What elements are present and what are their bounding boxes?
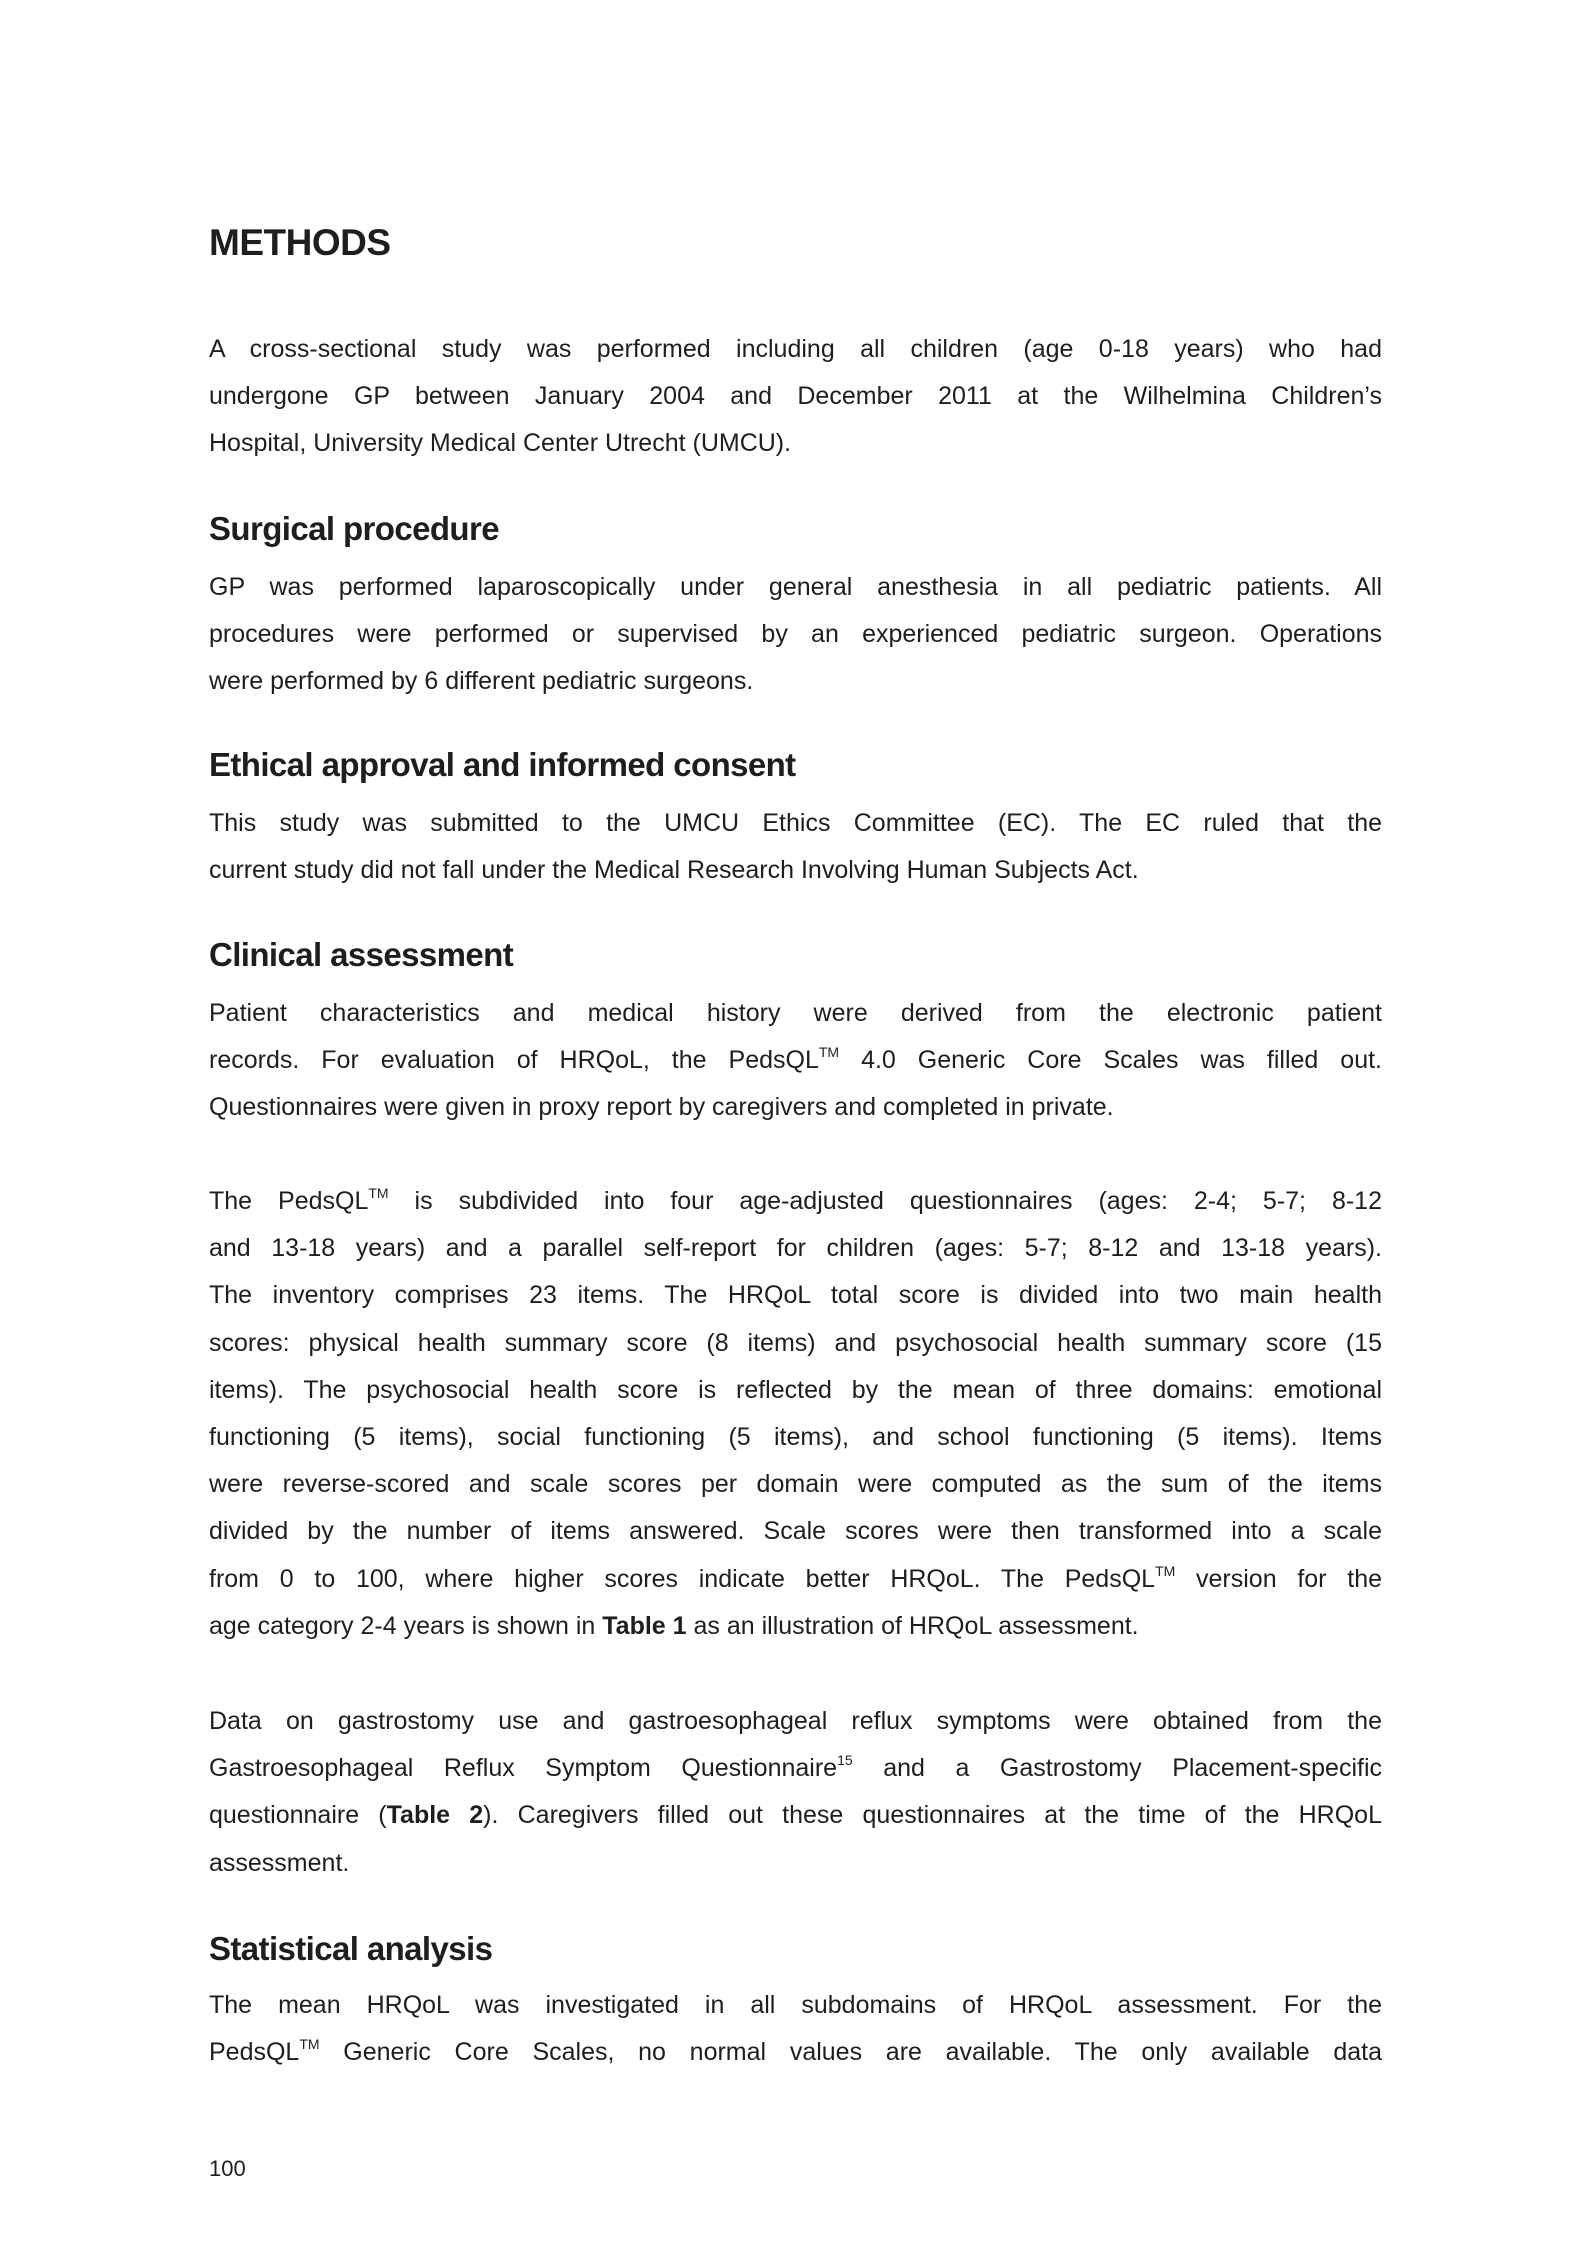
text-line xyxy=(209,1320,1382,1367)
text-segment: Gastroesophageal Reflux Symptom Questionnaire xyxy=(209,1754,838,1783)
text-line xyxy=(209,658,1382,705)
gastrostomy-data-paragraph xyxy=(209,1698,1382,1887)
superscript: 15 xyxy=(837,1752,853,1769)
text-segment: from 0 to 100, where higher scores indicate better HRQoL. The PedsQL xyxy=(209,1564,1156,1593)
text-segment: PedsQL xyxy=(209,2038,300,2067)
text-line xyxy=(209,1603,1382,1650)
heading-ethical-approval: Ethical approval and informed consent xyxy=(209,746,796,783)
text-segment: Questionnaires were given in proxy report by caregivers and completed in private. xyxy=(209,1093,1114,1122)
text-segment: current study did not fall under the Medical Research Involving Human Subjects Act. xyxy=(209,856,1139,885)
text-line xyxy=(209,990,1382,1037)
text-line xyxy=(209,326,1382,373)
text-line xyxy=(209,1178,1382,1225)
page-number: 100 xyxy=(209,2156,246,2181)
text-segment: procedures were performed or supervised by an experienced pediatric surgeon. Operations xyxy=(209,620,1382,649)
section-title: METHODS xyxy=(209,222,391,263)
text-segment: items). The psychosocial health score is reflected by the mean of three domains: emotional xyxy=(209,1375,1382,1404)
superscript: TM xyxy=(1155,1562,1176,1579)
text-segment: is subdivided into four age-adjusted questionnaires (ages: 2-4; 5-7; 8-12 xyxy=(388,1187,1382,1215)
text-line xyxy=(209,800,1382,847)
text-line xyxy=(209,1982,1382,2029)
text-segment: The inventory comprises 23 items. The HRQoL total score is divided into two main health xyxy=(209,1281,1382,1310)
text-line xyxy=(209,373,1382,420)
text-line xyxy=(209,1084,1382,1131)
text-segment: as an illustration of HRQoL assessment. xyxy=(686,1611,1139,1640)
text-line xyxy=(209,564,1382,611)
text-segment: The PedsQL xyxy=(209,1187,369,1215)
text-line xyxy=(209,1556,1382,1603)
text-segment: A cross-sectional study was performed including all children (age 0-18 years) who had xyxy=(209,335,1382,363)
text-segment: undergone GP between January 2004 and December 2011 at the Wilhelmina Children’s xyxy=(209,382,1382,411)
text-segment: were performed by 6 different pediatric surgeons. xyxy=(209,667,754,696)
text-segment: The mean HRQoL was investigated in all subdomains of HRQoL assessment. For the xyxy=(209,1991,1382,2019)
text-segment: 4.0 Generic Core Scales was filled out. xyxy=(839,1046,1382,1075)
text-segment: were reverse-scored and scale scores per domain were computed as the sum of the items xyxy=(209,1470,1382,1499)
text-segment: This study was submitted to the UMCU Ethics Committee (EC). The EC ruled that the xyxy=(209,809,1382,837)
text-segment: GP was performed laparoscopically under general anesthesia in all pediatric patients. All xyxy=(209,573,1382,601)
text-line xyxy=(209,1792,1382,1839)
text-line xyxy=(209,1037,1382,1084)
clinical-assessment-paragraph xyxy=(209,990,1382,1132)
text-segment: questionnaire ( xyxy=(209,1801,387,1830)
ethical-approval-paragraph xyxy=(209,800,1382,894)
table-reference: Table 2 xyxy=(386,1801,484,1830)
text-line xyxy=(209,1272,1382,1319)
text-line xyxy=(209,847,1382,894)
text-segment: assessment. xyxy=(209,1848,350,1877)
text-line xyxy=(209,1745,1382,1792)
heading-statistical-analysis: Statistical analysis xyxy=(209,1930,493,1967)
heading-surgical-procedure: Surgical procedure xyxy=(209,510,499,547)
text-line xyxy=(209,611,1382,658)
pedsql-description-paragraph xyxy=(209,1178,1382,1650)
text-segment: ). Caregivers filled out these questionnaires at the time of the HRQoL xyxy=(483,1801,1382,1830)
superscript: TM xyxy=(368,1185,389,1201)
text-line xyxy=(209,1367,1382,1414)
text-segment: and 13-18 years) and a parallel self-report for children (ages: 5-7; 8-12 and 13-18 years). xyxy=(209,1234,1382,1263)
superscript: TM xyxy=(299,2036,320,2053)
text-segment: age category 2-4 years is shown in xyxy=(209,1611,603,1640)
text-line xyxy=(209,1414,1382,1461)
intro-paragraph xyxy=(209,326,1382,468)
text-line xyxy=(209,1461,1382,1508)
table-reference: Table 1 xyxy=(602,1611,687,1640)
text-line xyxy=(209,1225,1382,1272)
text-segment: functioning (5 items), social functioning (5 items), and school functioning (5 items). Items xyxy=(209,1422,1382,1451)
heading-clinical-assessment: Clinical assessment xyxy=(209,936,514,973)
text-segment: scores: physical health summary score (8 items) and psychosocial health summary score (15 xyxy=(209,1328,1382,1357)
text-segment: divided by the number of items answered. Scale scores were then transformed into a scale xyxy=(209,1517,1382,1546)
text-line xyxy=(209,1698,1382,1745)
text-line xyxy=(209,1840,1382,1887)
text-line xyxy=(209,420,1382,467)
text-segment: records. For evaluation of HRQoL, the PedsQL xyxy=(209,1046,819,1075)
text-segment: Generic Core Scales, no normal values are available. The only available data xyxy=(319,2038,1382,2067)
text-segment: Patient characteristics and medical history were derived from the electronic patient xyxy=(209,999,1382,1027)
text-segment: version for the xyxy=(1175,1564,1382,1593)
text-line xyxy=(209,2029,1382,2076)
text-segment: Data on gastrostomy use and gastroesophageal reflux symptoms were obtained from the xyxy=(209,1707,1382,1735)
statistical-analysis-paragraph xyxy=(209,1982,1382,2076)
text-line xyxy=(209,1508,1382,1555)
text-segment: Hospital, University Medical Center Utrecht (UMCU). xyxy=(209,429,792,458)
superscript: TM xyxy=(818,1044,840,1061)
surgical-procedure-paragraph xyxy=(209,564,1382,706)
text-segment: and a Gastrostomy Placement-specific xyxy=(852,1754,1382,1783)
